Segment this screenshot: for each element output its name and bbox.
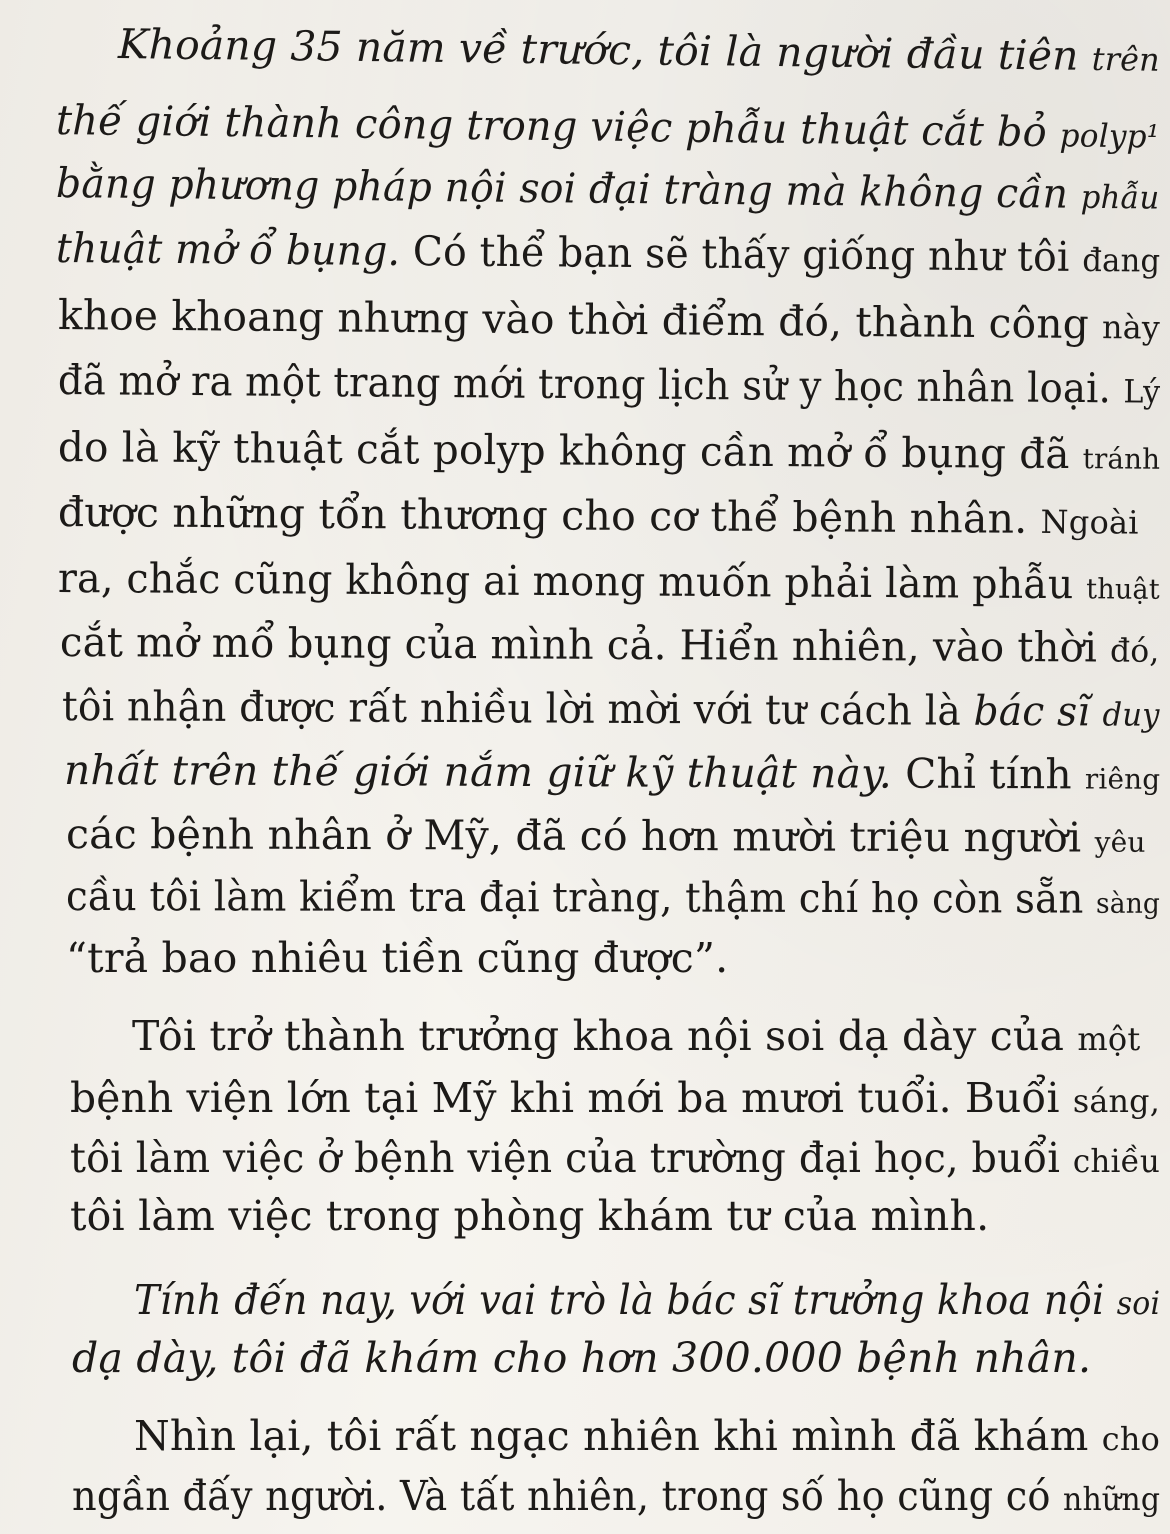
text-segment: sàng: [1095, 886, 1161, 920]
text-segment: phẫu: [1080, 177, 1160, 217]
text-segment: riêng: [1084, 762, 1161, 796]
text-segment: yêu: [1094, 825, 1146, 859]
text-segment: thuật: [1086, 572, 1160, 606]
text-line: [118, 14, 1161, 90]
text-segment: tôi nhận được rất nhiều lời mời với tư cách là: [61, 682, 974, 735]
text-segment: khoe khoang nhưng vào thời điểm đó, thành công: [57, 291, 1103, 349]
text-segment: ra, chắc cũng không ai mong muốn phải làm phẫu: [57, 554, 1087, 609]
text-line: [56, 153, 1160, 228]
text-segment: Tính đến nay, với vai trò là bác sĩ trưởng khoa nội: [134, 1276, 1117, 1324]
text-segment: này: [1101, 308, 1161, 347]
text-segment: “trả bao nhiêu tiền cũng được”.: [66, 934, 729, 982]
text-segment: đã mở ra một trang mới trong lịch sử y học nhân loại.: [57, 356, 1124, 413]
text-line: [132, 1006, 1140, 1069]
text-segment: cầu tôi làm kiểm tra đại tràng, thậm chí họ còn sẵn: [65, 872, 1097, 923]
text-segment: Lý: [1123, 372, 1161, 411]
text-segment: tránh: [1082, 442, 1161, 476]
text-line: [58, 350, 1161, 422]
text-segment: thế giới thành công trong việc phẫu thuật cắt bỏ: [55, 96, 1061, 157]
text-segment: tôi làm việc ở bệnh viện của trường đại học, buổi: [70, 1134, 1073, 1182]
text-segment: sáng,: [1072, 1082, 1161, 1120]
text-segment: tôi làm việc trong phòng khám tư của mình.: [70, 1192, 990, 1240]
text-segment: các bệnh nhân ở Mỹ, đã có hơn mười triệu người: [65, 810, 1095, 862]
text-line: [70, 1068, 1160, 1131]
text-segment: duy: [1102, 695, 1160, 734]
text-line: [62, 676, 1160, 745]
text-line: [66, 866, 1160, 934]
text-segment: được những tổn thương cho cơ thể bệnh nhân.: [57, 488, 1041, 543]
text-line: [60, 612, 1160, 681]
text-segment: chiều: [1072, 1142, 1160, 1180]
text-segment: dạ dày, tôi đã khám cho hơn 300.000 bệnh nhân.: [72, 1334, 1092, 1382]
text-segment: bằng phương pháp nội soi đại tràng mà không cần: [55, 159, 1082, 218]
text-segment: polyp¹: [1059, 116, 1160, 156]
text-segment: bác sĩ: [973, 686, 1103, 736]
text-segment: Tôi trở thành trưởng khoa nội soi dạ dày của: [132, 1012, 1078, 1060]
text-segment: Ngoài: [1040, 502, 1139, 542]
text-segment: Chỉ tính: [891, 749, 1086, 799]
text-line: [70, 1186, 989, 1246]
text-segment: đó,: [1109, 631, 1160, 670]
text-segment: bệnh viện lớn tại Mỹ khi mới ba mươi tuổi. Buổi: [70, 1074, 1073, 1122]
text-line: [72, 1328, 1091, 1388]
text-line: [66, 928, 728, 988]
text-segment: thuật mở ổ bụng.: [55, 224, 401, 276]
text-segment: Có thể bạn sẽ thấy giống như tôi: [400, 227, 1083, 281]
text-segment: một: [1077, 1020, 1141, 1058]
text-segment: cắt mở mổ bụng của mình cả. Hiển nhiên, vào thời: [59, 618, 1111, 672]
text-segment: do là kỹ thuật cắt polyp không cần mở ổ bụng đã: [57, 423, 1083, 479]
text-segment: cho: [1101, 1420, 1160, 1458]
text-segment: ngần đấy người. Và tất nhiên, trong số họ cũng có: [72, 1472, 1064, 1520]
text-line: [58, 285, 1161, 358]
text-line: [64, 740, 1161, 810]
text-line: [72, 1466, 1160, 1529]
text-line: [58, 548, 1160, 620]
text-line: [134, 1406, 1160, 1469]
text-line: [58, 482, 1139, 553]
text-line: [56, 218, 1161, 291]
text-line: [58, 417, 1161, 490]
text-segment: đang: [1082, 240, 1161, 280]
text-segment: Nhìn lại, tôi rất ngạc nhiên khi mình đã khám: [134, 1412, 1102, 1460]
text-line: [66, 804, 1146, 873]
text-segment: Khoảng 35 năm về trước, tôi là người đầu tiên: [117, 20, 1093, 80]
text-line: [70, 1128, 1160, 1191]
text-segment: nhất trên thế giới nắm giữ kỹ thuật này.: [63, 746, 893, 798]
text-line: [134, 1270, 1160, 1333]
text-segment: trên: [1091, 39, 1161, 79]
text-segment: soi: [1116, 1284, 1161, 1322]
text-segment: những: [1063, 1480, 1161, 1518]
